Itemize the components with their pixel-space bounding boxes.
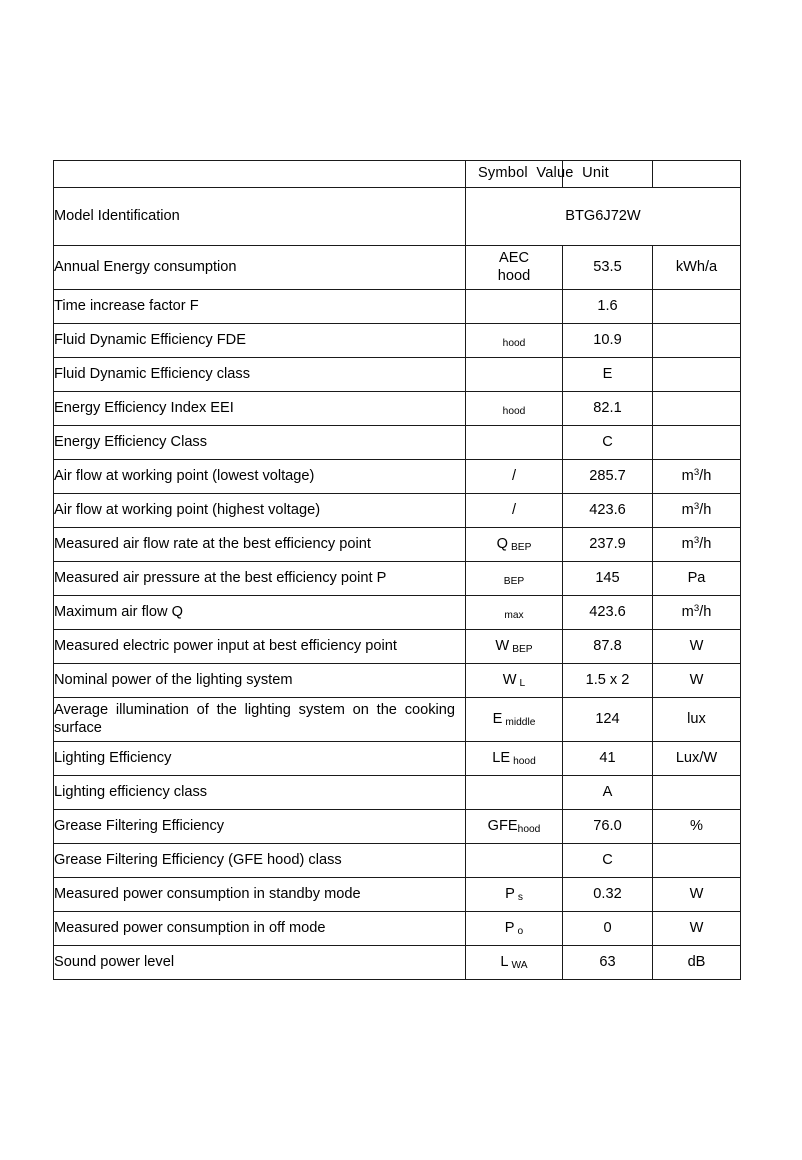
table-row: [54, 664, 741, 698]
table-row: [54, 844, 741, 878]
table-row: [54, 460, 741, 494]
symbol-subscript: s: [517, 891, 523, 903]
table-row: [54, 392, 741, 426]
row-value: 124: [563, 698, 653, 742]
table-row: [54, 776, 741, 810]
row-symbol: [466, 358, 563, 392]
symbol-main: GFE: [487, 817, 518, 834]
symbol-main: P: [504, 919, 515, 936]
row-unit: W: [653, 878, 741, 912]
row-value: C: [563, 426, 653, 460]
row-symbol: [466, 776, 563, 810]
row-value: 87.8: [563, 630, 653, 664]
row-unit: $m^3/h$: [653, 528, 741, 562]
table-row: [54, 878, 741, 912]
row-unit: Lux/W: [653, 742, 741, 776]
table-body: [54, 161, 741, 980]
row-unit: W: [653, 630, 741, 664]
unit-superscript: 3: [693, 602, 700, 614]
row-description: Fluid Dynamic Efficiency FDE: [54, 324, 466, 358]
header-cell-unit: [653, 161, 741, 188]
row-value: 145: [563, 562, 653, 596]
row-value: 0: [563, 912, 653, 946]
row-unit: $m^3/h$: [653, 494, 741, 528]
row-description: Lighting efficiency class: [54, 776, 466, 810]
row-description: Air flow at working point (highest voltage): [54, 494, 466, 528]
row-description: Measured power consumption in standby mode: [54, 878, 466, 912]
row-symbol: [466, 562, 563, 596]
symbol-main: LE: [492, 749, 511, 766]
table-row: [54, 246, 741, 290]
row-description: Lighting Efficiency: [54, 742, 466, 776]
row-symbol: [466, 290, 563, 324]
row-symbol: [466, 742, 563, 776]
row-symbol: [466, 664, 563, 698]
row-value: 82.1: [563, 392, 653, 426]
row-symbol: [466, 426, 563, 460]
symbol-subscript: hood: [502, 405, 526, 417]
product-fiche-table: [53, 160, 741, 980]
row-value: 10.9: [563, 324, 653, 358]
row-unit: [653, 358, 741, 392]
row-description: Energy Efficiency Index EEI: [54, 392, 466, 426]
table-row: [54, 426, 741, 460]
row-description: Energy Efficiency Class: [54, 426, 466, 460]
symbol-main: Q: [496, 535, 508, 552]
row-unit: W: [653, 664, 741, 698]
unit-superscript: 3: [693, 534, 700, 546]
row-value: 41: [563, 742, 653, 776]
row-symbol: [466, 596, 563, 630]
table-row: [54, 562, 741, 596]
row-description: Grease Filtering Efficiency (GFE hood) class: [54, 844, 466, 878]
row-unit: [653, 290, 741, 324]
row-symbol: [466, 324, 563, 358]
symbol-main: /: [511, 501, 517, 518]
row-value: 0.32: [563, 878, 653, 912]
symbol-main: P: [505, 885, 515, 902]
table-row: [54, 358, 741, 392]
table-row: [54, 946, 741, 980]
row-unit: $m^3/h$: [653, 460, 741, 494]
header-cell-symbol: [466, 161, 609, 188]
row-description: Annual Energy consumption: [54, 246, 466, 290]
row-description: Model Identification: [54, 188, 466, 246]
row-description: Average illumination of the lighting system on the cooking surface: [54, 698, 466, 742]
unit-superscript: 3: [693, 500, 700, 512]
row-unit: $m^3/h$: [653, 596, 741, 630]
row-unit: lux: [653, 698, 741, 742]
symbol-subscript: hood: [517, 823, 541, 835]
symbol-subscript: WA: [511, 959, 528, 971]
row-unit: Pa: [653, 562, 741, 596]
table-row: [54, 630, 741, 664]
row-unit: W: [653, 912, 741, 946]
table-row: [54, 188, 741, 246]
row-value: E: [563, 358, 653, 392]
row-unit: [653, 324, 741, 358]
row-unit: kWh/a: [653, 246, 741, 290]
symbol-subscript: max: [504, 609, 524, 621]
row-description: Grease Filtering Efficiency: [54, 810, 466, 844]
row-description: Air flow at working point (lowest voltage): [54, 460, 466, 494]
row-symbol: [466, 494, 563, 528]
symbol-main: L: [500, 953, 509, 970]
row-symbol: [466, 528, 563, 562]
row-value: 1.6: [563, 290, 653, 324]
row-description: Time increase factor F: [54, 290, 466, 324]
row-value: C: [563, 844, 653, 878]
table-row: [54, 596, 741, 630]
table-row: [54, 912, 741, 946]
row-unit: [653, 776, 741, 810]
symbol-subscript: L: [519, 677, 526, 689]
row-unit: [653, 392, 741, 426]
row-symbol: [466, 392, 563, 426]
table-row: [54, 810, 741, 844]
row-description: Sound power level: [54, 946, 466, 980]
row-description: Fluid Dynamic Efficiency class: [54, 358, 466, 392]
row-symbol: [466, 946, 563, 980]
row-description: Nominal power of the lighting system: [54, 664, 466, 698]
row-value: 1.5 x 2: [563, 664, 653, 698]
row-unit: [653, 844, 741, 878]
table-row: [54, 528, 741, 562]
symbol-subscript: BEP: [512, 643, 533, 655]
row-symbol: [466, 844, 563, 878]
row-value: 53.5: [563, 246, 653, 290]
row-value: 237.9: [563, 528, 653, 562]
symbol-subscript: hood: [502, 337, 526, 349]
table-row: [54, 290, 741, 324]
row-description: Measured power consumption in off mode: [54, 912, 466, 946]
row-value: 63: [563, 946, 653, 980]
row-value: A: [563, 776, 653, 810]
row-value: 423.6: [563, 596, 653, 630]
symbol-subscript: BEP: [510, 541, 532, 553]
symbol-main: E: [492, 710, 503, 727]
symbol-subscript: hood: [513, 755, 536, 767]
model-identification-value: BTG6J72W: [466, 188, 741, 246]
table-row: [54, 324, 741, 358]
row-description: Maximum air flow Q: [54, 596, 466, 630]
row-description: Measured electric power input at best efficiency point: [54, 630, 466, 664]
row-unit: [653, 426, 741, 460]
symbol-subscript: middle: [505, 716, 536, 728]
row-symbol: [466, 698, 563, 742]
row-unit: %: [653, 810, 741, 844]
row-symbol: [466, 912, 563, 946]
row-description: Measured air flow rate at the best efficiency point: [54, 528, 466, 562]
row-symbol: [466, 460, 563, 494]
symbol-main: W: [502, 671, 517, 688]
row-symbol: [466, 810, 563, 844]
unit-superscript: 3: [693, 466, 700, 478]
row-unit: dB: [653, 946, 741, 980]
table-row: [54, 494, 741, 528]
symbol-subscript: BEP: [503, 575, 525, 587]
symbol-main: W: [495, 637, 510, 654]
symbol-subscript: o: [517, 925, 524, 937]
row-symbol: [466, 246, 563, 290]
row-value: 76.0: [563, 810, 653, 844]
table-row: [54, 698, 741, 742]
header-symbol-value-unit-label: Symbol Value Unit: [478, 165, 609, 182]
row-value: 423.6: [563, 494, 653, 528]
row-symbol: [466, 878, 563, 912]
row-symbol: [466, 630, 563, 664]
symbol-main: /: [511, 467, 517, 484]
symbol-main: AEC: [498, 249, 529, 266]
table-row: [54, 742, 741, 776]
header-cell-description: [54, 161, 466, 188]
row-description: Measured air pressure at the best efficiency point P: [54, 562, 466, 596]
symbol-subscript: hood: [497, 267, 531, 284]
row-value: 285.7: [563, 460, 653, 494]
table-header-row: [54, 161, 741, 188]
